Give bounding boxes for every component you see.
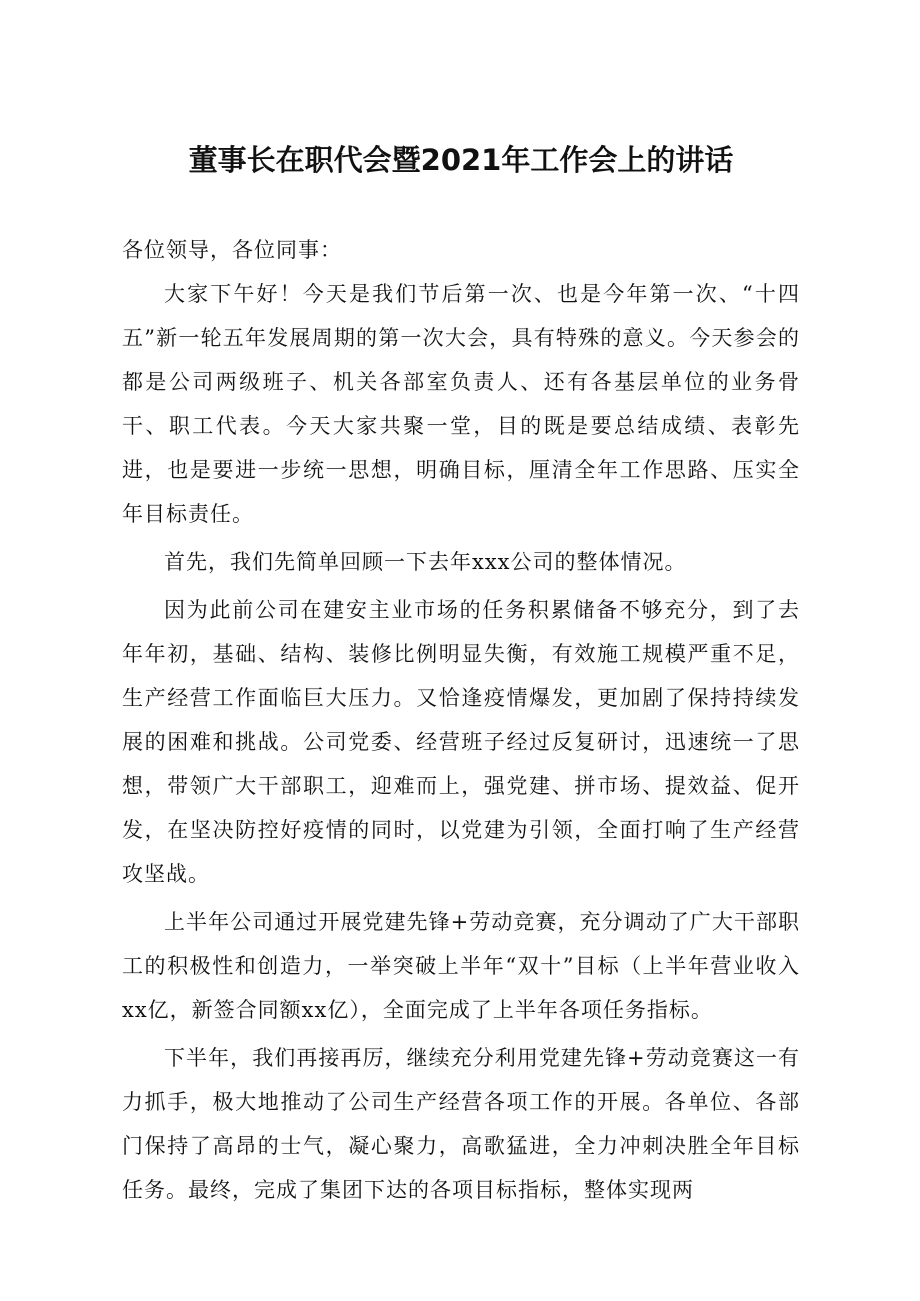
paragraph-second-half: 下半年，我们再接再厉，继续充分利用党建先锋+劳动竞赛这一有力抓手，极大地推动了公司生产经营各项工作的开展。各单位、各部门保持了高昂的士气，凝心聚力，高歌猛进，全力冲刺决胜全年目标任务。最终，完成了集团下达的各项目标指标，整体实现两 [122,1046,800,1202]
paragraph-challenges: 因为此前公司在建安主业市场的任务积累储备不够充分，到了去年年初，基础、结构、装修比例明显失衡，有效施工规模严重不足，生产经营工作面临巨大压力。又恰逢疫情爆发，更加剧了保持持续发展的困难和挑战。公司党委、经营班子经过反复研讨，迅速统一了思想，带领广大干部职工，迎难而上，强党建、拼市场、提效益、促开发，在坚决防控好疫情的同时，以党建为引领，全面打响了生产经营攻坚战。 [122,598,800,886]
salutation: 各位领导，各位同事： [122,238,342,262]
paragraph-opening: 大家下午好！今天是我们节后第一次、也是今年第一次、“十四五”新一轮五年发展周期的第一次大会，具有特殊的意义。今天参会的都是公司两级班子、机关各部室负责人、还有各基层单位的业务骨干、职工代表。今天大家共聚一堂，目的既是要总结成绩、表彰先进，也是要进一步统一思想，明确目标，厘清全年工作思路、压实全年目标责任。 [122,282,800,526]
paragraph-first-half: 上半年公司通过开展党建先锋+劳动竞赛，充分调动了广大干部职工的积极性和创造力，一举突破上半年“双十”目标（上半年营业收入xx亿，新签合同额xx亿），全面完成了上半年各项任务指标。 [122,910,800,1022]
paragraph-review-intro: 首先，我们先简单回顾一下去年xxx公司的整体情况。 [164,550,687,574]
document-title: 董事长在职代会暨2021年工作会上的讲话 [188,143,734,177]
